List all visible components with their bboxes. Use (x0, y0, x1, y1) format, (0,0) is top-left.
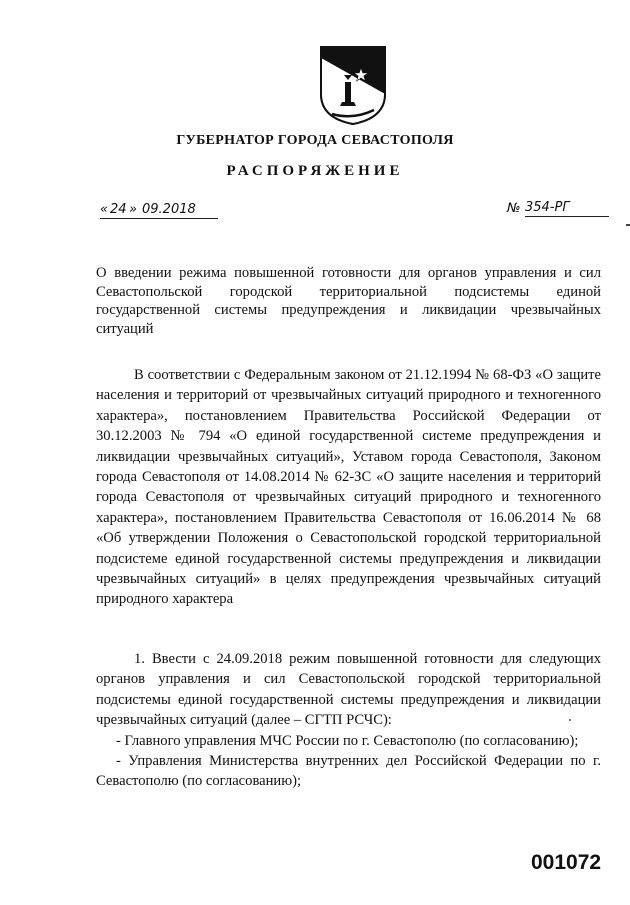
clause-1: 1. Ввести с 24.09.2018 режим повышенной готовности для следующих органов управления и сил Севастопольской городской территориальной подсистемы единой государственной системы предупреждения и ликвидации чрезвычайных ситуаций (далее – СГТП РСЧС): (96, 651, 601, 729)
date-field (100, 200, 218, 219)
preamble-section (96, 365, 601, 610)
page-serial-number: 001072 (531, 851, 602, 874)
document-subject: О введении режима повышенной готовности для органов управления и сил Севастопольской городской территориальной подсистемы единой государственной системы предупреждения и ликвидации чрезвычайных ситуаций (96, 265, 601, 337)
list-item: - Главного управления МЧС России по г. Севастополю (по согласованию); (116, 732, 579, 749)
number-field (525, 196, 609, 217)
number-prefix: № (507, 201, 521, 216)
governor-title: ГУБЕРНАТОР ГОРОДА СЕВАСТОПОЛЯ (176, 133, 454, 148)
sevastopol-coat-of-arms-icon (318, 44, 388, 126)
document-type-title: РАСПОРЯЖЕНИЕ (226, 163, 404, 179)
date-quote-close: » (129, 202, 138, 217)
number-value: 354-РГ (525, 200, 570, 215)
date-quote-open: « (100, 202, 109, 217)
date-day: 24 (110, 202, 127, 217)
preamble-paragraph: В соответствии с Федеральным законом от 21.12.1994 № 68-ФЗ «О защите населения и территорий от чрезвычайных ситуаций природного и техногенного характера», постановлением Правительства Российской Федерации от 30.12.2003 № 794 «О единой государственной системе предупреждения и ликвидации чрезвычайных ситуаций», Уставом города Севастополя, Законом города Севастополя от 14.08.2014 № 62-ЗС «О защите населения и территорий города Севастополя от чрезвычайных ситуаций природного и техногенного характера», постановлением Правительства Севастополя от 16.06.2014 № 68 «Об утверждении Положения о Севастопольской городской территориальной подсистеме единой государственной системы предупреждения и ликвидации чрезвычайных ситуаций» в целях предупреждения чрезвычайных ситуаций природного характера (96, 367, 601, 608)
clauses-section (96, 649, 601, 792)
date-month-year: 09.2018 (142, 202, 196, 217)
scan-edge-mark (626, 224, 630, 226)
scan-speck (569, 719, 571, 721)
list-item: - Управления Министерства внутренних дел Российской Федерации по г. Севастополю (по согласованию); (96, 753, 601, 790)
